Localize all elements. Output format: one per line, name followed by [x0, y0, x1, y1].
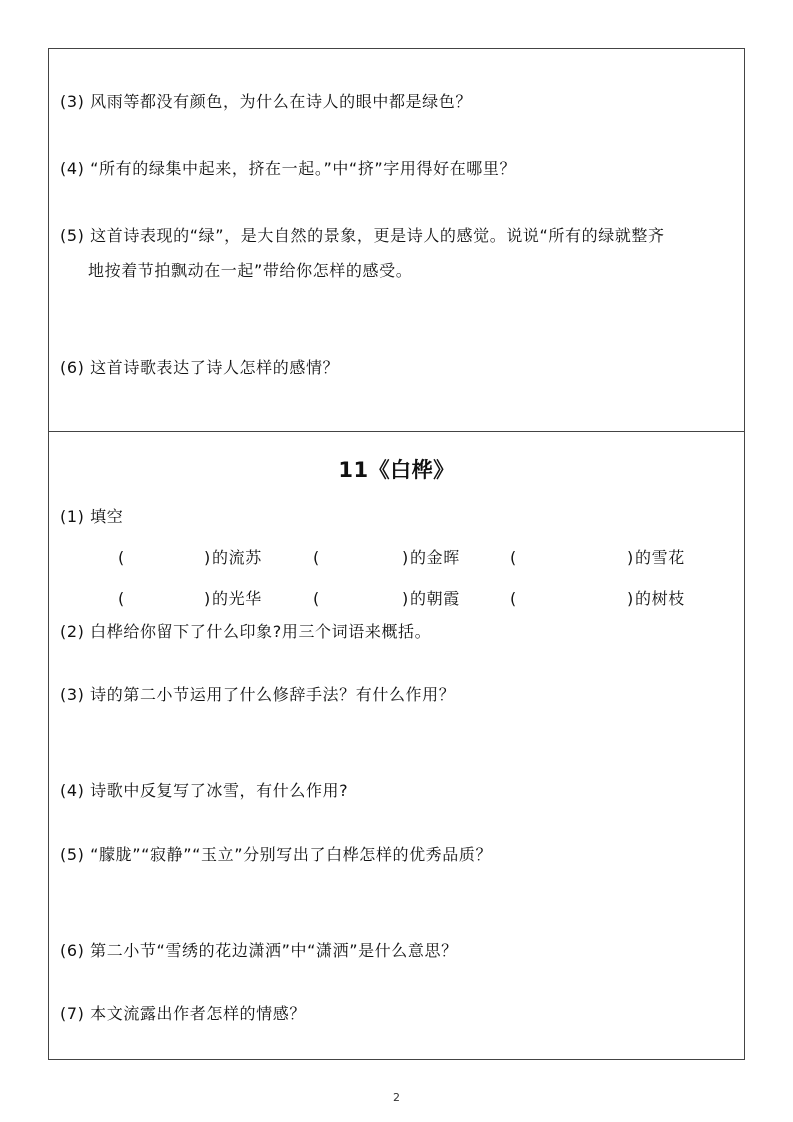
blank-close-paren: ) — [204, 589, 211, 608]
blank-open-paren: ( — [313, 589, 320, 608]
question-5-qualities: (5) “朦胧”“寂静”“玉立”分别写出了白桦怎样的优秀品质？ — [60, 845, 493, 864]
question-fill-in: (1) 填空 — [60, 507, 124, 526]
fill-label-liusu: 的流苏 — [212, 548, 262, 567]
question-6: (6) 这首诗歌表达了诗人怎样的感情？ — [60, 358, 340, 377]
blank-open-paren: ( — [510, 548, 517, 567]
blank-close-paren: ) — [627, 548, 634, 567]
page-number: 2 — [393, 1091, 400, 1104]
fill-label-shuzhi: 的树枝 — [635, 589, 685, 608]
question-3-rhetoric: (3) 诗的第二小节运用了什么修辞手法？有什么作用？ — [60, 685, 456, 704]
fill-label-jinhui: 的金晖 — [410, 548, 460, 567]
blank-close-paren: ) — [204, 548, 211, 567]
blank-open-paren: ( — [510, 589, 517, 608]
blank-open-paren: ( — [118, 548, 125, 567]
question-box-bottom — [48, 431, 745, 1060]
blank-close-paren: ) — [627, 589, 634, 608]
question-7-emotion: (7) 本文流露出作者怎样的情感？ — [60, 1004, 306, 1023]
blank-open-paren: ( — [118, 589, 125, 608]
question-6-xiaosa: (6) 第二小节“雪绣的花边潇洒”中“潇洒”是什么意思？ — [60, 941, 458, 960]
question-4: (4) “所有的绿集中起来，挤在一起。”中“挤”字用得好在哪里？ — [60, 159, 517, 178]
blank-close-paren: ) — [402, 548, 409, 567]
question-3: (3) 风雨等都没有颜色，为什么在诗人的眼中都是绿色？ — [60, 92, 472, 111]
section-title: 11《白桦》 — [338, 458, 455, 482]
question-4-ice-snow: (4) 诗歌中反复写了冰雪，有什么作用? — [60, 781, 349, 800]
blank-open-paren: ( — [313, 548, 320, 567]
blank-close-paren: ) — [402, 589, 409, 608]
fill-label-zhaoxia: 的朝霞 — [410, 589, 460, 608]
fill-label-guanghua: 的光华 — [212, 589, 262, 608]
fill-label-xuehua: 的雪花 — [635, 548, 685, 567]
question-5-line2: 地按着节拍飘动在一起”带给你怎样的感受。 — [88, 261, 413, 280]
question-2: (2) 白桦给你留下了什么印象?用三个词语来概括。 — [60, 622, 432, 641]
question-5-line1: (5) 这首诗表现的“绿”，是大自然的景象，更是诗人的感觉。说说“所有的绿就整齐 — [60, 226, 665, 245]
